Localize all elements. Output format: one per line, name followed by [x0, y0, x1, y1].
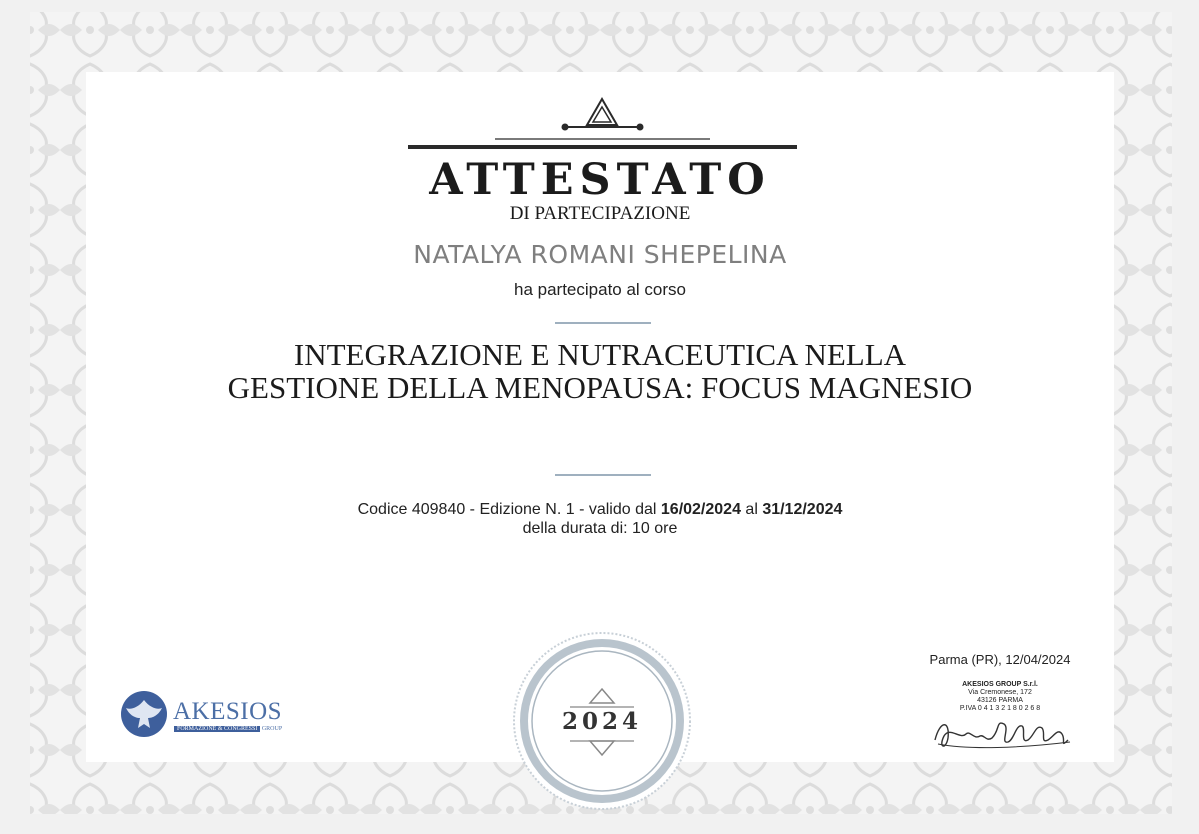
logo-name: AKESIOS: [173, 698, 283, 725]
participant-name: NATALYA ROMANI SHEPELINA: [413, 240, 787, 269]
certificate-title: ATTESTATO: [429, 155, 771, 205]
course-duration: della durata di: 10 ore: [522, 520, 678, 537]
stamp-line-2: Via Cremonese, 172: [968, 689, 1032, 696]
logo-tagline-text: FORMAZIONE & CONGRESSI: [174, 726, 260, 732]
divider-top: [555, 322, 651, 324]
course-title: [150, 338, 1050, 404]
course-code-prefix: Codice 409840 - Edizione N. 1 - valido dal: [357, 501, 661, 518]
course-title-line-1: INTEGRAZIONE E NUTRACEUTICA NELLA: [293, 337, 907, 372]
valid-from-date: 16/02/2024: [660, 501, 741, 518]
course-code-line: [200, 500, 1000, 519]
logo-tagline: [174, 726, 282, 732]
akesios-logo-icon: [118, 690, 170, 738]
divider-bottom: [555, 474, 651, 476]
place-date: Parma (PR), 12/04/2024: [929, 652, 1071, 667]
triangle-emblem-icon: [405, 95, 800, 155]
stamp-line-1: AKESIOS GROUP S.r.l.: [962, 681, 1038, 688]
course-code-middle: al: [740, 501, 763, 518]
signature-icon: [930, 710, 1080, 760]
seal-year: 2024: [561, 708, 642, 735]
course-title-line-2: GESTIONE DELLA MENOPAUSA: FOCUS MAGNESIO: [227, 370, 973, 405]
stamp-line-4: P.IVA 0 4 1 3 2 1 8 0 2 6 8: [959, 705, 1041, 712]
company-stamp: [920, 681, 1080, 713]
certificate-subtitle: DI PARTECIPAZIONE: [509, 203, 691, 224]
logo-group: GROUP: [261, 726, 283, 732]
course-info: [200, 500, 1000, 538]
stamp-line-3: 43126 PARMA: [977, 697, 1023, 704]
valid-to-date: 31/12/2024: [762, 501, 843, 518]
participated-text: ha partecipato al corso: [514, 280, 686, 299]
